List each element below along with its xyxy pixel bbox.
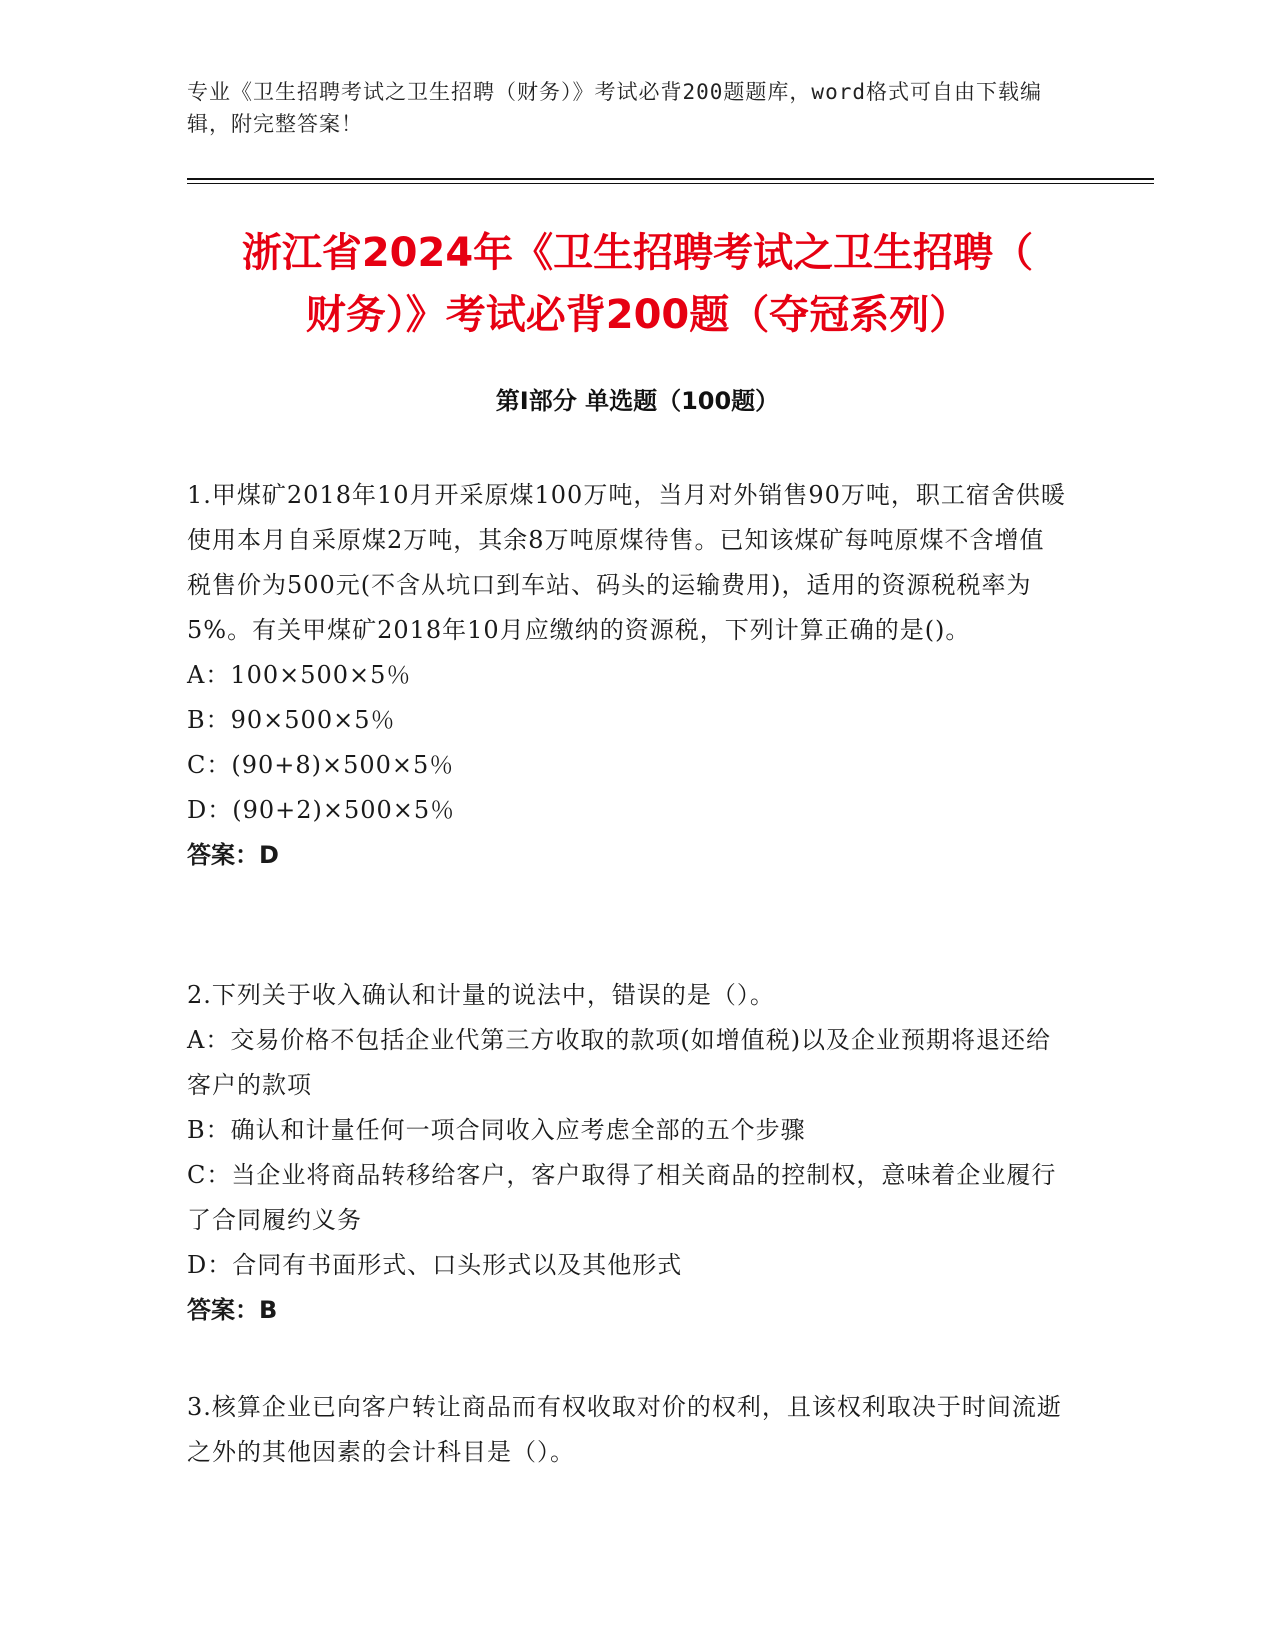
question-stem: 2.下列关于收入确认和计量的说法中，错误的是（）。 <box>187 981 775 1009</box>
header-divider-thick <box>187 178 1154 180</box>
header-divider-thin <box>187 183 1154 184</box>
document-title-line-1: 浙江省2024年《卫生招聘考试之卫生招聘（ <box>241 230 1034 276</box>
question-stem: 1.甲煤矿2018年10月开采原煤100万吨，当月对外销售90万吨，职工宿舍供暖使用本月自采原煤2万吨，其余8万吨原煤待售。已知该煤矿每吨原煤不含增值税售价为500元(不含从坑口到车站、码头的运输费用)，适用的资源税税率为5%。有关甲煤矿2018年10月应缴纳的资源税，下列计算正确的是()。 <box>187 481 1066 644</box>
answer-line: 答案：B <box>187 1296 278 1324</box>
option-d: D：(90+2)×500×5％ <box>187 796 456 824</box>
header-note: 专业《卫生招聘考试之卫生招聘（财务）》考试必背200题题库，word格式可自由下载编辑，附完整答案！ <box>187 80 1042 136</box>
document-title-line-2: 财务）》考试必背200题（夺冠系列） <box>305 292 970 338</box>
answer-line: 答案：D <box>187 841 279 869</box>
option-c: C：(90+8)×500×5％ <box>187 751 455 779</box>
question-1 <box>187 473 1067 878</box>
question-3 <box>187 1385 1067 1475</box>
option-d: D：合同有书面形式、口头形式以及其他形式 <box>187 1251 683 1279</box>
option-b: B：确认和计量任何一项合同收入应考虑全部的五个步骤 <box>187 1116 806 1144</box>
question-2 <box>187 973 1067 1333</box>
document-title <box>150 222 1125 346</box>
option-c: C：当企业将商品转移给客户，客户取得了相关商品的控制权，意味着企业履行了合同履约义务 <box>187 1161 1057 1234</box>
option-a: A：交易价格不包括企业代第三方收取的款项(如增值税)以及企业预期将退还给客户的款项 <box>187 1026 1052 1099</box>
section-heading: 第Ⅰ部分 单选题（100题） <box>495 387 780 415</box>
question-stem: 3.核算企业已向客户转让商品而有权收取对价的权利，且该权利取决于时间流逝之外的其他因素的会计科目是（）。 <box>187 1393 1062 1466</box>
option-b: B：90×500×5％ <box>187 706 396 734</box>
option-a: A：100×500×5％ <box>187 661 412 689</box>
